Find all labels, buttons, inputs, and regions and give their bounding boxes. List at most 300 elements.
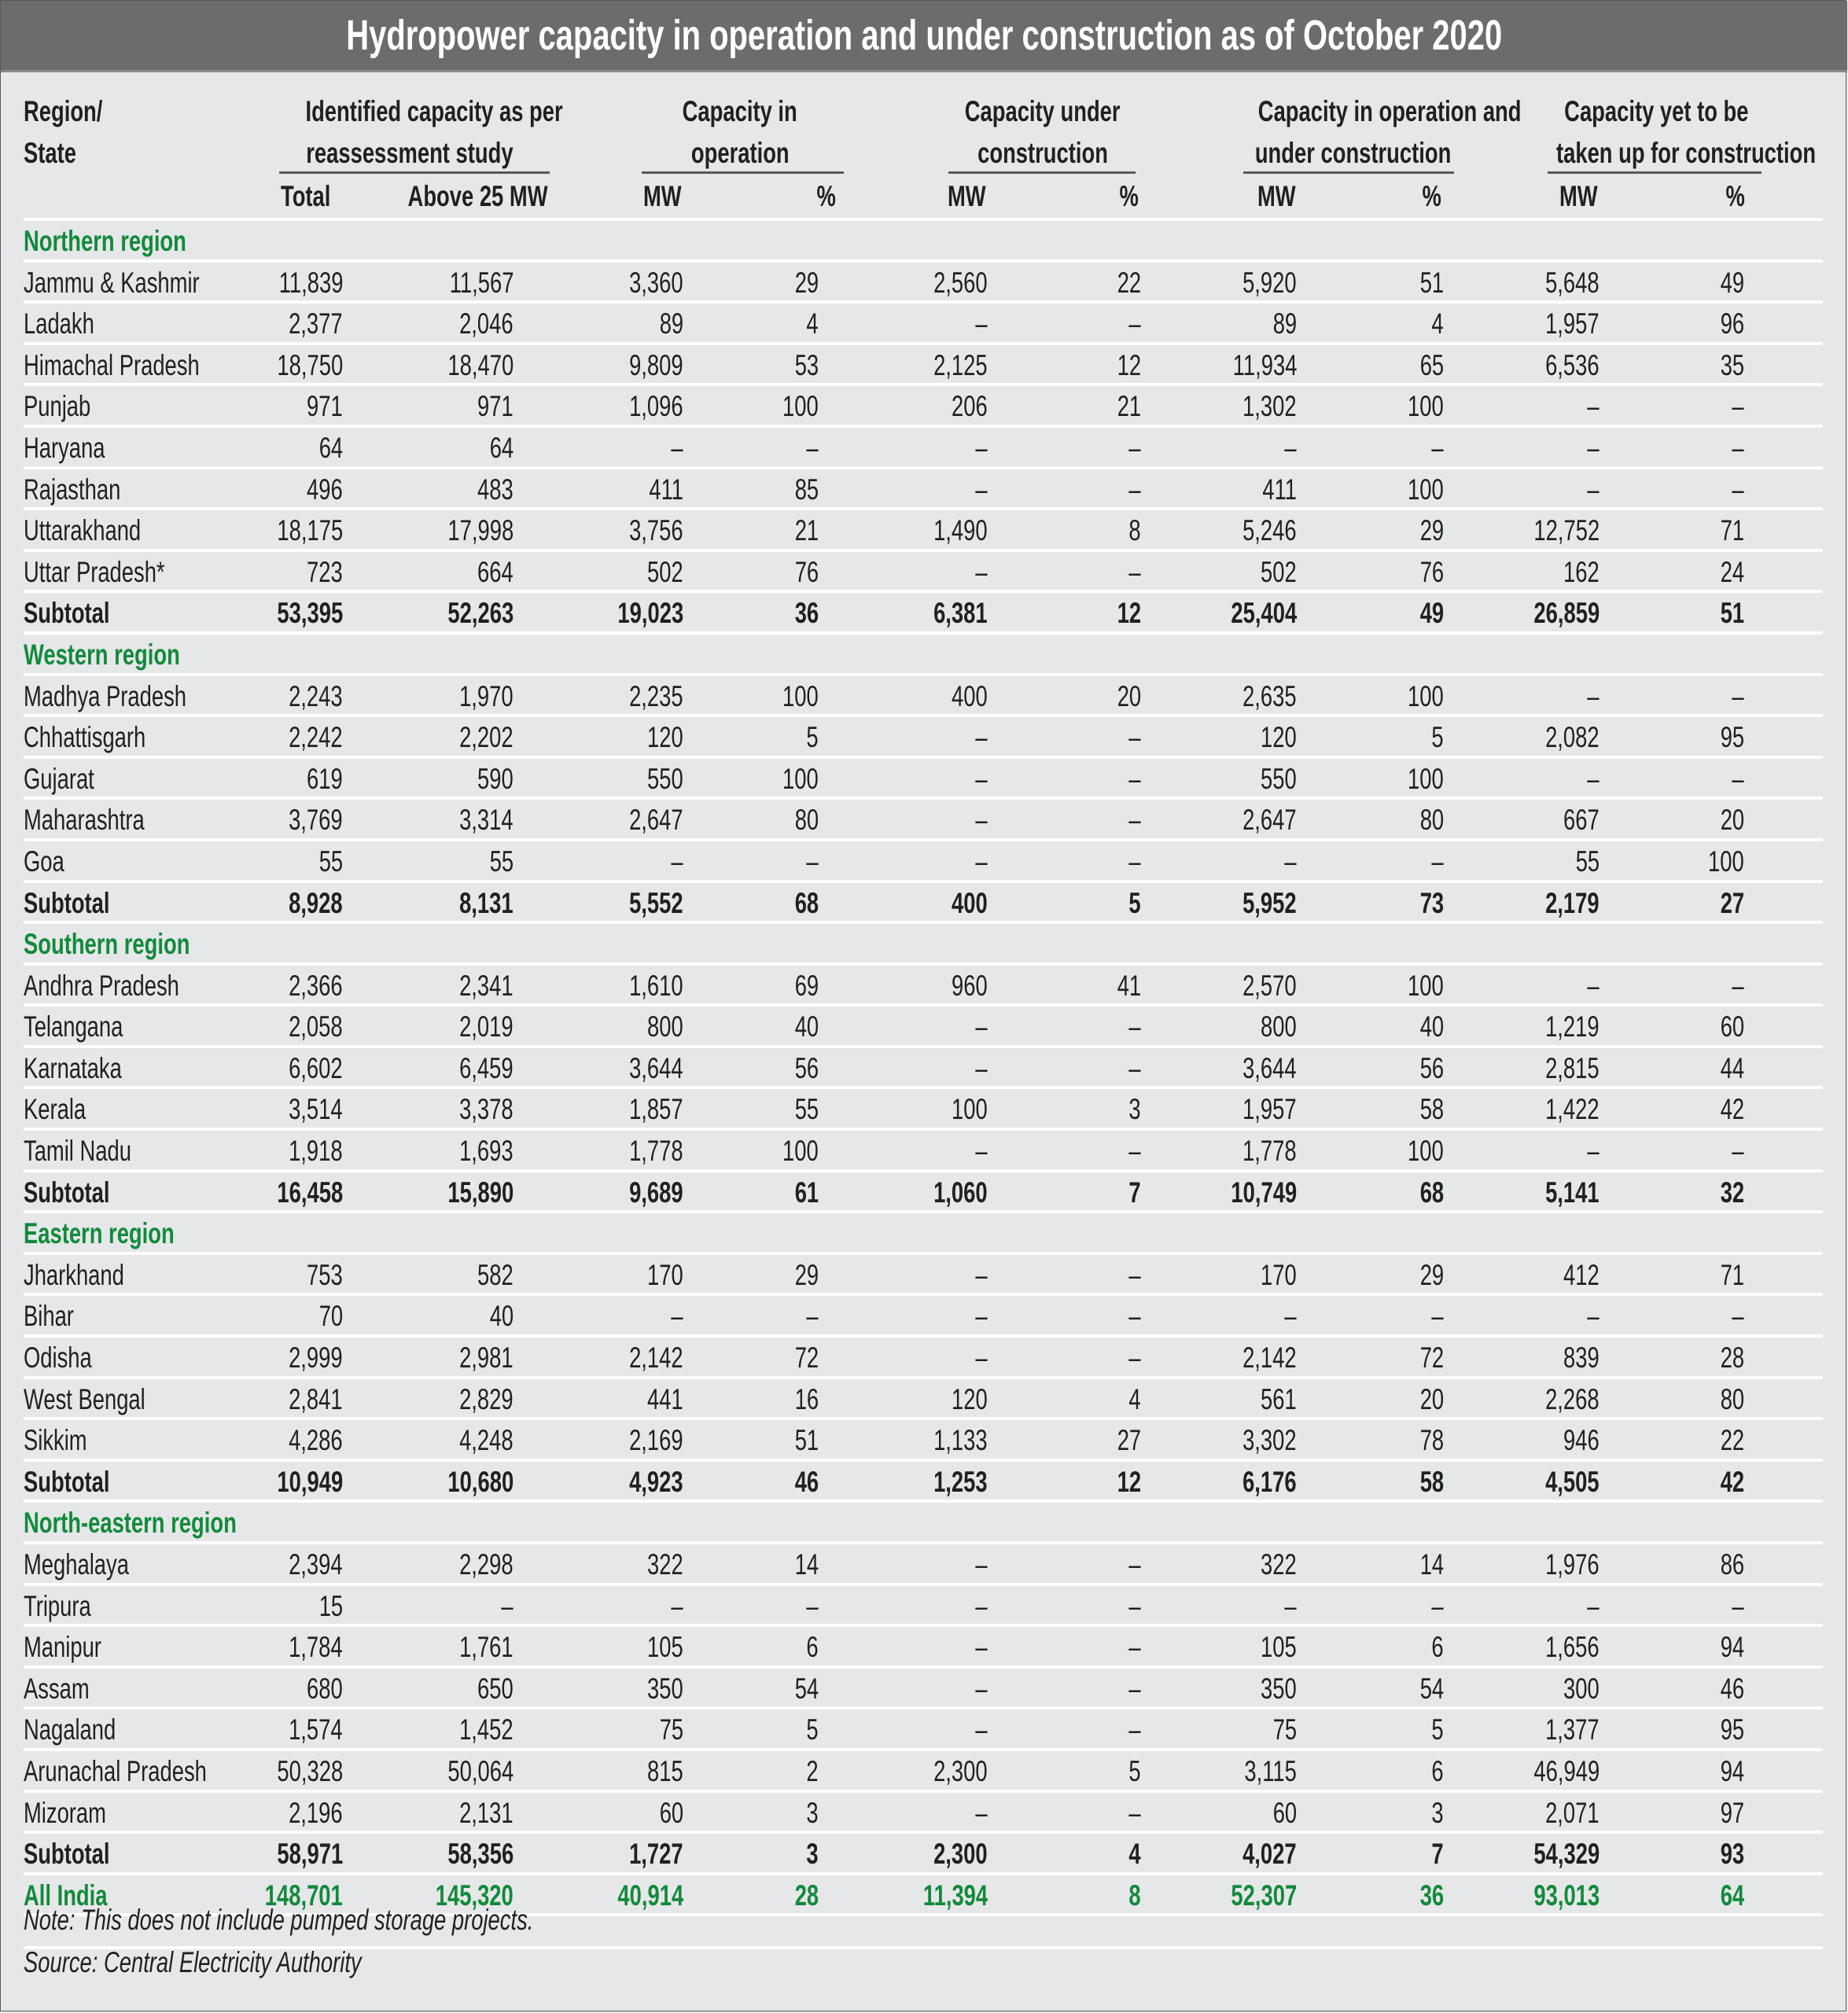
header-both-line1: Capacity in operation and xyxy=(1257,95,1522,127)
cell-operation-pct: 69 xyxy=(794,969,819,1002)
cell-yet-mw: 1,219 xyxy=(1545,1010,1600,1043)
cell-both-pct: 29 xyxy=(1419,1258,1444,1291)
group-rule-yet xyxy=(1548,171,1761,174)
cell-total: 2,999 xyxy=(289,1341,343,1375)
cell-operation-mw: 3,360 xyxy=(629,266,683,299)
cell-both-mw: 1,778 xyxy=(1242,1135,1297,1168)
state-label: Gujarat xyxy=(24,762,94,795)
cell-construction-pct: – xyxy=(1128,1589,1141,1622)
cell-both-pct: – xyxy=(1431,845,1444,878)
cell-yet-pct: – xyxy=(1732,762,1744,795)
cell-yet-pct: 64 xyxy=(1720,1879,1744,1912)
cell-operation-mw: 60 xyxy=(659,1796,683,1829)
cell-above-25mw: 2,298 xyxy=(459,1548,514,1581)
cell-both-mw: 25,404 xyxy=(1231,597,1297,630)
cell-total: 1,784 xyxy=(289,1631,343,1664)
cell-yet-mw: 6,536 xyxy=(1545,348,1600,381)
cell-yet-pct: 100 xyxy=(1708,845,1744,878)
cell-yet-pct: 28 xyxy=(1720,1341,1744,1375)
table-row xyxy=(1,1669,1847,1710)
cell-yet-pct: 94 xyxy=(1720,1754,1744,1787)
state-label: Nagaland xyxy=(24,1713,116,1746)
cell-operation-mw: 75 xyxy=(659,1713,683,1746)
cell-total: 4,286 xyxy=(289,1424,343,1457)
cell-yet-pct: 32 xyxy=(1720,1176,1744,1209)
header-yet-line2: taken up for construction xyxy=(1555,137,1817,169)
cell-yet-mw: – xyxy=(1587,431,1600,464)
cell-both-mw: 3,302 xyxy=(1242,1424,1297,1457)
cell-construction-pct: – xyxy=(1128,555,1141,588)
cell-operation-pct: 68 xyxy=(794,886,819,919)
cell-total: 2,841 xyxy=(289,1382,343,1415)
subheader-operation-pct: % xyxy=(816,180,836,212)
cell-above-25mw: 2,131 xyxy=(459,1796,514,1829)
cell-both-mw: 2,635 xyxy=(1242,679,1297,712)
header-construction-line2: construction xyxy=(977,137,1108,169)
cell-construction-pct: – xyxy=(1128,1300,1141,1333)
cell-yet-mw: – xyxy=(1587,1300,1600,1333)
cell-yet-pct: 46 xyxy=(1720,1672,1744,1705)
cell-operation-pct: 40 xyxy=(794,1010,819,1043)
state-label: Assam xyxy=(24,1672,90,1705)
cell-construction-pct: 12 xyxy=(1117,348,1141,381)
cell-both-pct: 20 xyxy=(1419,1382,1444,1415)
cell-construction-mw: 1,060 xyxy=(933,1176,988,1209)
cell-total: 2,377 xyxy=(289,307,343,340)
cell-construction-mw: – xyxy=(975,1672,988,1705)
cell-yet-pct: – xyxy=(1732,1135,1744,1168)
cell-operation-mw: 2,142 xyxy=(629,1341,683,1375)
state-label: Arunachal Pradesh xyxy=(24,1754,207,1787)
state-label: Maharashtra xyxy=(24,804,145,837)
state-label: Manipur xyxy=(24,1631,101,1664)
cell-operation-pct: 14 xyxy=(794,1548,819,1581)
cell-operation-pct: 100 xyxy=(782,390,819,423)
cell-both-pct: 73 xyxy=(1419,886,1444,919)
cell-construction-pct: – xyxy=(1128,431,1141,464)
cell-both-pct: 58 xyxy=(1419,1465,1444,1498)
region-header-row xyxy=(1,635,1847,676)
state-label: Kerala xyxy=(24,1093,87,1126)
cell-construction-pct: – xyxy=(1128,1258,1141,1291)
cell-total: 971 xyxy=(307,390,343,423)
cell-both-pct: 65 xyxy=(1419,348,1444,381)
cell-operation-pct: 21 xyxy=(794,514,819,547)
region-header-row xyxy=(1,221,1847,263)
cell-total: 496 xyxy=(307,473,343,506)
cell-total: 680 xyxy=(307,1672,343,1705)
header-identified-line2: reassessment study xyxy=(306,137,514,169)
cell-yet-mw: 5,648 xyxy=(1545,266,1600,299)
cell-both-pct: 4 xyxy=(1431,307,1444,340)
cell-construction-mw: – xyxy=(975,1051,988,1084)
cell-operation-mw: 4,923 xyxy=(629,1465,683,1498)
subtotal-row xyxy=(1,593,1847,635)
cell-construction-pct: 8 xyxy=(1128,514,1141,547)
cell-total: 11,839 xyxy=(278,266,343,299)
cell-construction-mw: – xyxy=(975,1796,988,1829)
cell-construction-pct: – xyxy=(1128,1341,1141,1375)
cell-yet-mw: 946 xyxy=(1563,1424,1600,1457)
region-header-row xyxy=(1,1213,1847,1255)
cell-above-25mw: 971 xyxy=(477,390,514,423)
cell-above-25mw: 2,019 xyxy=(459,1010,514,1043)
header-both-line2: under construction xyxy=(1255,137,1452,169)
region-label: Eastern region xyxy=(24,1217,175,1250)
cell-yet-mw: – xyxy=(1587,969,1600,1002)
cell-both-pct: 100 xyxy=(1408,1135,1444,1168)
cell-operation-pct: – xyxy=(806,845,819,878)
cell-yet-pct: – xyxy=(1732,1589,1744,1622)
table-row xyxy=(1,1255,1847,1297)
state-label: Jharkhand xyxy=(24,1258,124,1291)
cell-construction-mw: 2,300 xyxy=(933,1754,988,1787)
cell-construction-pct: 22 xyxy=(1117,266,1141,299)
cell-construction-mw: – xyxy=(975,1010,988,1043)
cell-yet-mw: 26,859 xyxy=(1533,597,1600,630)
cell-both-mw: 322 xyxy=(1261,1548,1297,1581)
cell-construction-pct: – xyxy=(1128,1010,1141,1043)
cell-operation-pct: 100 xyxy=(782,1135,819,1168)
cell-both-mw: 105 xyxy=(1261,1631,1297,1664)
cell-both-pct: 56 xyxy=(1419,1051,1444,1084)
cell-above-25mw: 40 xyxy=(489,1300,514,1333)
cell-yet-pct: 20 xyxy=(1720,804,1744,837)
cell-construction-mw: – xyxy=(975,431,988,464)
cell-construction-mw: 1,133 xyxy=(933,1424,988,1457)
table-row xyxy=(1,717,1847,759)
cell-yet-mw: 2,815 xyxy=(1545,1051,1600,1084)
subheader-construction-pct: % xyxy=(1119,180,1139,212)
cell-above-25mw: 55 xyxy=(489,845,514,878)
table-title: Hydropower capacity in operation and under construction as of October 2020 xyxy=(346,12,1502,59)
cell-above-25mw: 8,131 xyxy=(459,886,514,919)
cell-yet-mw: 1,656 xyxy=(1545,1631,1600,1664)
cell-operation-pct: 28 xyxy=(794,1879,819,1912)
cell-yet-pct: 71 xyxy=(1720,514,1744,547)
cell-construction-pct: – xyxy=(1128,845,1141,878)
cell-yet-pct: 95 xyxy=(1720,721,1744,754)
cell-total: 10,949 xyxy=(277,1465,343,1498)
cell-total: 2,242 xyxy=(289,721,343,754)
cell-construction-mw: – xyxy=(975,721,988,754)
cell-above-25mw: 15,890 xyxy=(447,1176,514,1209)
cell-operation-mw: 1,610 xyxy=(629,969,683,1002)
cell-yet-mw: – xyxy=(1587,1135,1600,1168)
cell-both-pct: 5 xyxy=(1431,721,1444,754)
table-row xyxy=(1,552,1847,594)
cell-operation-mw: 350 xyxy=(647,1672,683,1705)
cell-above-25mw: 6,459 xyxy=(459,1051,514,1084)
cell-operation-mw: 120 xyxy=(647,721,683,754)
cell-both-mw: – xyxy=(1284,431,1297,464)
cell-operation-pct: 29 xyxy=(794,1258,819,1291)
state-label: Subtotal xyxy=(24,886,110,919)
state-label: Subtotal xyxy=(24,597,110,630)
state-label: Uttarakhand xyxy=(24,514,142,547)
state-label: Subtotal xyxy=(24,1838,110,1871)
state-label: Subtotal xyxy=(24,1465,110,1498)
cell-construction-pct: 41 xyxy=(1117,969,1141,1002)
cell-both-pct: 54 xyxy=(1419,1672,1444,1705)
cell-yet-pct: – xyxy=(1732,473,1744,506)
cell-yet-mw: 46,949 xyxy=(1533,1754,1600,1787)
cell-construction-mw: 2,125 xyxy=(933,348,988,381)
cell-construction-mw: – xyxy=(975,1713,988,1746)
cell-above-25mw: 590 xyxy=(477,762,514,795)
table-row xyxy=(1,1751,1847,1793)
subtotal-row xyxy=(1,883,1847,925)
state-label: Ladakh xyxy=(24,307,94,340)
group-rule-construction xyxy=(948,171,1136,174)
cell-yet-pct: 71 xyxy=(1720,1258,1744,1291)
cell-operation-pct: 54 xyxy=(794,1672,819,1705)
cell-both-pct: 78 xyxy=(1419,1424,1444,1457)
region-header-row xyxy=(1,1503,1847,1544)
cell-yet-pct: 51 xyxy=(1720,597,1744,630)
cell-operation-pct: 85 xyxy=(794,473,819,506)
cell-both-pct: – xyxy=(1431,1300,1444,1333)
cell-both-pct: 100 xyxy=(1408,679,1444,712)
cell-operation-mw: 3,756 xyxy=(629,514,683,547)
cell-above-25mw: 1,693 xyxy=(459,1135,514,1168)
cell-both-pct: 36 xyxy=(1419,1879,1444,1912)
cell-construction-mw: – xyxy=(975,1135,988,1168)
cell-yet-mw: – xyxy=(1587,679,1600,712)
cell-both-mw: 800 xyxy=(1261,1010,1297,1043)
cell-both-mw: 1,302 xyxy=(1242,390,1297,423)
cell-yet-mw: 162 xyxy=(1563,555,1600,588)
cell-construction-pct: – xyxy=(1128,1713,1141,1746)
cell-yet-pct: 42 xyxy=(1720,1465,1744,1498)
subtotal-row xyxy=(1,1834,1847,1875)
cell-operation-mw: – xyxy=(671,1300,683,1333)
cell-above-25mw: 18,470 xyxy=(447,348,514,381)
cell-yet-mw: 2,082 xyxy=(1545,721,1600,754)
cell-construction-mw: 206 xyxy=(952,390,988,423)
cell-construction-pct: – xyxy=(1128,804,1141,837)
cell-total: 16,458 xyxy=(277,1176,343,1209)
cell-both-mw: 2,570 xyxy=(1242,969,1297,1002)
cell-operation-pct: 61 xyxy=(794,1176,819,1209)
cell-operation-pct: 6 xyxy=(806,1631,819,1664)
cell-operation-pct: 100 xyxy=(782,679,819,712)
cell-operation-mw: 322 xyxy=(647,1548,683,1581)
cell-both-mw: 89 xyxy=(1272,307,1297,340)
state-label: Madhya Pradesh xyxy=(24,679,187,712)
cell-construction-mw: 400 xyxy=(952,886,988,919)
cell-above-25mw: 3,378 xyxy=(459,1093,514,1126)
cell-above-25mw: 2,202 xyxy=(459,721,514,754)
cell-both-pct: 40 xyxy=(1419,1010,1444,1043)
cell-construction-mw: 100 xyxy=(952,1093,988,1126)
cell-total: 3,769 xyxy=(289,804,343,837)
cell-construction-mw: 2,300 xyxy=(933,1838,988,1871)
cell-yet-pct: – xyxy=(1732,1300,1744,1333)
cell-above-25mw: 2,341 xyxy=(459,969,514,1002)
cell-above-25mw: 582 xyxy=(477,1258,514,1291)
cell-yet-pct: 86 xyxy=(1720,1548,1744,1581)
cell-yet-pct: 96 xyxy=(1720,307,1744,340)
subheader-construction-mw: MW xyxy=(948,180,986,212)
cell-operation-pct: 5 xyxy=(806,721,819,754)
cell-construction-pct: – xyxy=(1128,473,1141,506)
cell-yet-pct: 24 xyxy=(1720,555,1744,588)
state-label: Telangana xyxy=(24,1010,123,1043)
cell-both-mw: – xyxy=(1284,1589,1297,1622)
cell-both-pct: 14 xyxy=(1419,1548,1444,1581)
cell-operation-pct: 55 xyxy=(794,1093,819,1126)
cell-total: 15 xyxy=(318,1589,343,1622)
cell-above-25mw: 2,981 xyxy=(459,1341,514,1375)
table-row xyxy=(1,1627,1847,1669)
cell-operation-mw: 2,169 xyxy=(629,1424,683,1457)
cell-both-mw: 170 xyxy=(1261,1258,1297,1291)
cell-yet-pct: 44 xyxy=(1720,1051,1744,1084)
state-label: Bihar xyxy=(24,1300,74,1333)
cell-both-mw: 350 xyxy=(1261,1672,1297,1705)
subheader-both-mw: MW xyxy=(1257,180,1296,212)
cell-yet-pct: 80 xyxy=(1720,1382,1744,1415)
state-label: Meghalaya xyxy=(24,1548,129,1581)
cell-total: 58,971 xyxy=(277,1838,343,1871)
cell-yet-mw: – xyxy=(1587,1589,1600,1622)
cell-both-pct: 100 xyxy=(1408,969,1444,1002)
cell-construction-mw: – xyxy=(975,804,988,837)
cell-operation-mw: 5,552 xyxy=(629,886,683,919)
cell-above-25mw: 52,263 xyxy=(447,597,514,630)
cell-yet-mw: 1,422 xyxy=(1545,1093,1600,1126)
cell-above-25mw: 483 xyxy=(477,473,514,506)
table-row xyxy=(1,1379,1847,1421)
cell-yet-mw: 2,268 xyxy=(1545,1382,1600,1415)
footnote-source: Source: Central Electricity Authority xyxy=(24,1946,362,1978)
cell-above-25mw: 4,248 xyxy=(459,1424,514,1457)
cell-both-pct: 68 xyxy=(1419,1176,1444,1209)
cell-both-pct: 100 xyxy=(1408,473,1444,506)
cell-total: 2,243 xyxy=(289,679,343,712)
cell-operation-pct: 3 xyxy=(806,1838,819,1871)
cell-operation-mw: 815 xyxy=(647,1754,683,1787)
cell-above-25mw: 11,567 xyxy=(449,266,514,299)
cell-operation-mw: 19,023 xyxy=(617,597,683,630)
state-label: All India xyxy=(24,1879,108,1912)
cell-construction-mw: – xyxy=(975,555,988,588)
cell-operation-mw: 441 xyxy=(647,1382,683,1415)
cell-operation-mw: 40,914 xyxy=(617,1879,683,1912)
cell-above-25mw: 64 xyxy=(489,431,514,464)
cell-construction-mw: 11,394 xyxy=(922,1879,988,1912)
cell-yet-pct: – xyxy=(1732,969,1744,1002)
cell-yet-mw: 412 xyxy=(1563,1258,1600,1291)
cell-construction-mw: – xyxy=(975,762,988,795)
cell-both-pct: 51 xyxy=(1419,266,1444,299)
cell-operation-mw: 800 xyxy=(647,1010,683,1043)
cell-construction-pct: 12 xyxy=(1117,1465,1141,1498)
cell-construction-pct: 4 xyxy=(1128,1838,1141,1871)
cell-above-25mw: 2,829 xyxy=(459,1382,514,1415)
cell-both-pct: – xyxy=(1431,1589,1444,1622)
cell-total: 55 xyxy=(318,845,343,878)
cell-both-mw: 75 xyxy=(1272,1713,1297,1746)
subheader-total: Total xyxy=(281,180,331,212)
cell-construction-pct: – xyxy=(1128,1135,1141,1168)
cell-construction-pct: 20 xyxy=(1117,679,1141,712)
cell-yet-pct: 94 xyxy=(1720,1631,1744,1664)
cell-total: 148,701 xyxy=(265,1879,343,1912)
cell-operation-pct: 72 xyxy=(794,1341,819,1375)
cell-yet-mw: 1,957 xyxy=(1545,307,1600,340)
title-bar xyxy=(1,1,1847,72)
table-row xyxy=(1,1131,1847,1172)
state-label: Punjab xyxy=(24,390,91,423)
state-label: Tripura xyxy=(24,1589,91,1622)
cell-yet-pct: – xyxy=(1732,431,1744,464)
cell-construction-mw: 1,253 xyxy=(933,1465,988,1498)
cell-yet-mw: 54,329 xyxy=(1533,1838,1600,1871)
cell-construction-mw: 1,490 xyxy=(933,514,988,547)
table-row xyxy=(1,1048,1847,1090)
table-row xyxy=(1,304,1847,345)
cell-construction-pct: 7 xyxy=(1128,1176,1141,1209)
cell-above-25mw: 58,356 xyxy=(447,1838,514,1871)
cell-construction-pct: 21 xyxy=(1117,390,1141,423)
cell-yet-mw: 2,071 xyxy=(1545,1796,1600,1829)
cell-construction-pct: 5 xyxy=(1128,886,1141,919)
cell-total: 2,196 xyxy=(289,1796,343,1829)
subtotal-row xyxy=(1,1462,1847,1503)
group-rule-identified xyxy=(279,171,550,174)
cell-yet-mw: 5,141 xyxy=(1545,1176,1600,1209)
cell-operation-mw: – xyxy=(671,845,683,878)
cell-operation-pct: 4 xyxy=(806,307,819,340)
cell-total: 1,574 xyxy=(289,1713,343,1746)
cell-above-25mw: 145,320 xyxy=(436,1879,514,1912)
cell-construction-pct: 4 xyxy=(1128,1382,1141,1415)
cell-both-pct: 7 xyxy=(1431,1838,1444,1871)
cell-construction-mw: 960 xyxy=(952,969,988,1002)
cell-total: 723 xyxy=(307,555,343,588)
cell-total: 8,928 xyxy=(289,886,343,919)
cell-construction-mw: 6,381 xyxy=(933,597,988,630)
cell-yet-mw: 300 xyxy=(1563,1672,1600,1705)
cell-operation-mw: 9,809 xyxy=(629,348,683,381)
table-row xyxy=(1,469,1847,511)
cell-operation-pct: 16 xyxy=(794,1382,819,1415)
subtotal-row xyxy=(1,1172,1847,1214)
cell-yet-mw: 667 xyxy=(1563,804,1600,837)
cell-yet-pct: 35 xyxy=(1720,348,1744,381)
cell-total: 3,514 xyxy=(289,1093,343,1126)
cell-above-25mw: 50,064 xyxy=(447,1754,514,1787)
cell-yet-pct: 22 xyxy=(1720,1424,1744,1457)
cell-above-25mw: 3,314 xyxy=(459,804,514,837)
cell-construction-pct: – xyxy=(1128,1796,1141,1829)
cell-operation-pct: – xyxy=(806,1589,819,1622)
cell-yet-mw: 4,505 xyxy=(1545,1465,1600,1498)
cell-yet-pct: 49 xyxy=(1720,266,1744,299)
cell-operation-pct: – xyxy=(806,431,819,464)
cell-construction-mw: – xyxy=(975,1548,988,1581)
cell-operation-mw: 2,647 xyxy=(629,804,683,837)
cell-operation-pct: 46 xyxy=(794,1465,819,1498)
state-label: Karnataka xyxy=(24,1051,122,1084)
cell-operation-mw: 1,096 xyxy=(629,390,683,423)
cell-operation-mw: 411 xyxy=(649,473,683,506)
cell-construction-mw: – xyxy=(975,845,988,878)
cell-yet-mw: 839 xyxy=(1563,1341,1600,1375)
header-identified-line1: Identified capacity as per xyxy=(305,95,563,127)
